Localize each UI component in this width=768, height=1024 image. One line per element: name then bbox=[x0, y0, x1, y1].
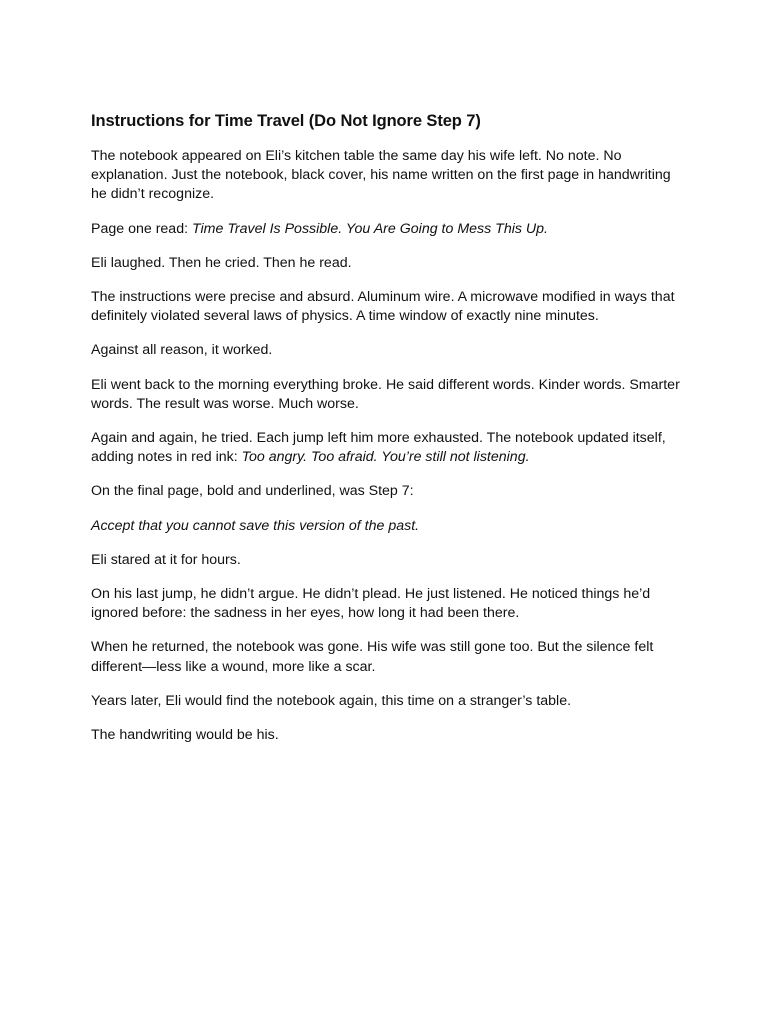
paragraph: Against all reason, it worked. bbox=[91, 342, 273, 359]
paragraph: The instructions were precise and absurd. Aluminum wire. A microwave modified in ways that definitely violated several laws of physics. A time window of exactly nine minutes. bbox=[91, 289, 675, 325]
paragraph bbox=[91, 517, 683, 536]
paragraph: Eli went back to the morning everything broke. He said different words. Kinder words. Smarter words. The result was worse. Much worse. bbox=[91, 376, 680, 412]
paragraph: The notebook appeared on Eli’s kitchen table the same day his wife left. No note. No explanation. Just the notebook, black cover, his name written on the first page in handwriting he didn’t recognize. bbox=[91, 148, 671, 203]
document-page bbox=[91, 111, 683, 760]
paragraph: The handwriting would be his. bbox=[91, 727, 279, 744]
paragraph: When he returned, the notebook was gone. His wife was still gone too. But the silence felt different—less like a wound, more like a scar. bbox=[91, 639, 654, 675]
paragraph: Again and again, he tried. Each jump left him more exhausted. The notebook updated itself, adding notes in red ink: Too angry. Too afraid. You’re still not listening. bbox=[91, 430, 666, 466]
italic-quote: Accept that you cannot save this version of the past. bbox=[91, 517, 420, 534]
paragraph: Years later, Eli would find the notebook again, this time on a stranger’s table. bbox=[91, 692, 572, 709]
italic-quote: Time Travel Is Possible. You Are Going to Mess This Up. bbox=[191, 220, 548, 237]
paragraph: On the final page, bold and underlined, was Step 7: bbox=[91, 483, 414, 500]
italic-quote: Too angry. Too afraid. You’re still not listening. bbox=[241, 449, 530, 466]
document-title: Instructions for Time Travel (Do Not Ignore Step 7) bbox=[91, 112, 481, 130]
paragraph: Page one read: Time Travel Is Possible. You Are Going to Mess This Up. bbox=[91, 220, 548, 237]
paragraph: On his last jump, he didn’t argue. He didn’t plead. He just listened. He noticed things he’d ignored before: the sadness in her eyes, how long it had been there. bbox=[91, 586, 651, 622]
paragraph: Eli stared at it for hours. bbox=[91, 551, 241, 568]
paragraph: Eli laughed. Then he cried. Then he read. bbox=[91, 254, 352, 271]
